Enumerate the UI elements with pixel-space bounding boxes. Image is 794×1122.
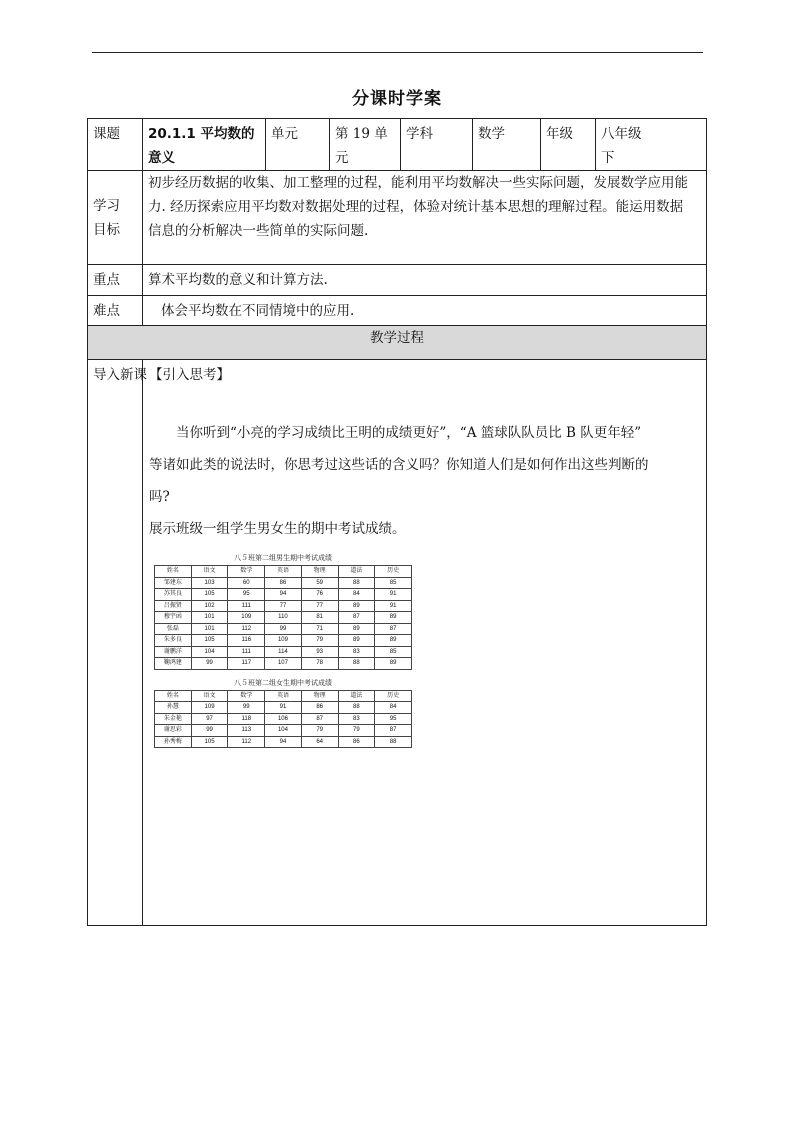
score-cell: 99 <box>191 725 228 737</box>
score-cell: 111 <box>228 646 265 658</box>
score-tables <box>154 553 701 748</box>
score-cell: 105 <box>191 635 228 647</box>
score-cell: 89 <box>338 635 375 647</box>
boys-table-caption: 八５班第二组男生期中考试成绩 <box>234 555 332 562</box>
girls-score-table <box>154 690 412 749</box>
difficulty-text: 体会平均数在不同情境中的应用. <box>143 296 707 326</box>
score-cell: 86 <box>301 702 338 714</box>
score-cell: 邹建东 <box>155 577 192 589</box>
score-cell: 104 <box>265 725 302 737</box>
grade-value-line2: 下 <box>601 150 615 166</box>
score-cell: 91 <box>375 589 412 601</box>
score-cell: 110 <box>265 612 302 624</box>
score-cell: 99 <box>191 658 228 670</box>
document-title: 分课时学案 <box>352 89 442 109</box>
score-cell: 朱多良 <box>155 635 192 647</box>
score-cell: 117 <box>228 658 265 670</box>
intro-paragraph-line2: 等诸如此类的说法时，你思考过这些话的含义吗？你知道人们是如何作出这些判断的 <box>149 457 649 473</box>
score-cell: 谢鹏洋 <box>155 646 192 658</box>
score-cell: 朱金艳 <box>155 713 192 725</box>
score-header-cell: 数学 <box>228 566 265 578</box>
score-cell: 93 <box>301 646 338 658</box>
lesson-plan-table <box>87 118 707 926</box>
score-cell: 79 <box>301 635 338 647</box>
intro-heading: 【引入思考】 <box>149 367 230 383</box>
score-cell: 102 <box>191 600 228 612</box>
unit-label: 单元 <box>266 119 330 171</box>
score-row <box>155 713 412 725</box>
info-row <box>88 119 707 171</box>
score-cell: 张磊 <box>155 623 192 635</box>
goals-line2: 力. 经历探索应用平均数对数据处理的过程，体验对统计基本思想的理解过程。能运用数据 <box>148 199 684 215</box>
intro-paragraph-line1: 当你听到“小亮的学习成绩比王明的成绩更好”，“A 篮球队队员比 B 队更年轻” <box>176 425 642 441</box>
score-row <box>155 612 412 624</box>
score-cell: 60 <box>228 577 265 589</box>
grade-label: 年级 <box>541 119 596 171</box>
score-header-cell: 物理 <box>301 566 338 578</box>
score-cell: 84 <box>375 702 412 714</box>
score-row <box>155 702 412 714</box>
goals-line1: 初步经历数据的收集、加工整理的过程，能利用平均数解决一些实际问题，发展数学应用能 <box>148 175 688 191</box>
grade-value-line1: 八年级 <box>601 126 642 142</box>
key-point-label: 重点 <box>88 265 143 296</box>
score-cell: 79 <box>338 725 375 737</box>
score-cell: 84 <box>338 589 375 601</box>
score-cell: 105 <box>191 589 228 601</box>
score-cell: 101 <box>191 612 228 624</box>
score-cell: 77 <box>301 600 338 612</box>
score-cell: 118 <box>228 713 265 725</box>
score-cell: 86 <box>265 577 302 589</box>
score-header-row <box>155 566 412 578</box>
score-cell: 孙秀梅 <box>155 736 192 748</box>
topic-value: 20.1.1 平均数的意义 <box>143 119 266 171</box>
goals-text <box>143 171 707 265</box>
process-header: 教学过程 <box>88 326 707 360</box>
score-row <box>155 658 412 670</box>
score-cell: 97 <box>191 713 228 725</box>
score-cell: 111 <box>228 600 265 612</box>
score-cell: 95 <box>228 589 265 601</box>
subject-value: 数学 <box>473 119 541 171</box>
score-cell: 101 <box>191 623 228 635</box>
score-cell: 孙慧 <box>155 702 192 714</box>
score-cell: 114 <box>265 646 302 658</box>
score-cell: 113 <box>228 725 265 737</box>
score-cell: 87 <box>375 623 412 635</box>
score-cell: 苏其良 <box>155 589 192 601</box>
score-header-cell: 道法 <box>338 690 375 702</box>
score-cell: 91 <box>375 600 412 612</box>
score-cell: 105 <box>191 736 228 748</box>
goals-line3: 信息的分析解决一些简单的实际问题. <box>148 223 369 239</box>
score-cell: 87 <box>375 725 412 737</box>
girls-score-block <box>154 678 412 749</box>
score-header-cell: 姓名 <box>155 566 192 578</box>
score-cell: 106 <box>265 713 302 725</box>
score-cell: 88 <box>338 658 375 670</box>
score-cell: 78 <box>301 658 338 670</box>
difficulty-row <box>88 296 707 326</box>
key-point-text: 算术平均数的意义和计算方法. <box>143 265 707 296</box>
intro-content <box>143 360 707 926</box>
score-cell: 99 <box>265 623 302 635</box>
score-cell: 86 <box>338 736 375 748</box>
unit-value-line2: 元 <box>335 150 349 166</box>
score-header-cell: 物理 <box>301 690 338 702</box>
score-cell: 吕振贤 <box>155 600 192 612</box>
score-cell: 83 <box>338 713 375 725</box>
score-cell: 71 <box>301 623 338 635</box>
boys-score-table <box>154 565 412 670</box>
score-cell: 鞠鸿建 <box>155 658 192 670</box>
header-rule <box>92 52 703 53</box>
score-cell: 109 <box>191 702 228 714</box>
score-cell: 103 <box>191 577 228 589</box>
score-cell: 85 <box>375 646 412 658</box>
score-cell: 76 <box>301 589 338 601</box>
score-header-cell: 英语 <box>265 690 302 702</box>
score-cell: 94 <box>265 589 302 601</box>
score-cell: 87 <box>301 713 338 725</box>
score-cell: 99 <box>228 702 265 714</box>
score-header-cell: 历史 <box>375 566 412 578</box>
score-cell: 104 <box>191 646 228 658</box>
score-cell: 89 <box>375 635 412 647</box>
score-cell: 89 <box>375 612 412 624</box>
grade-value <box>596 119 707 171</box>
score-cell: 116 <box>228 635 265 647</box>
process-header-row <box>88 326 707 360</box>
key-point-row <box>88 265 707 296</box>
score-header-row <box>155 690 412 702</box>
score-cell: 89 <box>338 600 375 612</box>
score-header-cell: 历史 <box>375 690 412 702</box>
score-cell: 91 <box>265 702 302 714</box>
score-cell: 112 <box>228 623 265 635</box>
score-cell: 112 <box>228 736 265 748</box>
girls-table-caption: 八５班第二组女生期中考试成绩 <box>234 679 332 687</box>
score-row <box>155 736 412 748</box>
score-row <box>155 635 412 647</box>
score-cell: 95 <box>375 713 412 725</box>
show-scores-text: 展示班级一组学生男女生的期中考试成绩。 <box>149 521 406 537</box>
intro-paragraph-line3: 吗? <box>149 489 170 505</box>
score-cell: 77 <box>265 600 302 612</box>
difficulty-label: 难点 <box>88 296 143 326</box>
score-row <box>155 623 412 635</box>
score-cell: 109 <box>265 635 302 647</box>
boys-score-block <box>154 553 412 670</box>
score-cell: 64 <box>301 736 338 748</box>
score-row <box>155 600 412 612</box>
score-row <box>155 589 412 601</box>
score-cell: 79 <box>301 725 338 737</box>
goals-label-line2: 目标 <box>93 221 120 238</box>
score-cell: 87 <box>338 612 375 624</box>
goals-row <box>88 171 707 265</box>
goals-label <box>88 171 143 265</box>
goals-label-line1: 学习 <box>93 197 120 214</box>
score-cell: 85 <box>375 577 412 589</box>
score-header-cell: 道法 <box>338 566 375 578</box>
unit-value-line1: 第 19 单 <box>335 126 388 142</box>
score-cell: 88 <box>375 736 412 748</box>
stage-label: 导入新课 <box>93 367 147 383</box>
score-cell: 94 <box>265 736 302 748</box>
score-header-cell: 语文 <box>191 690 228 702</box>
score-cell: 89 <box>338 623 375 635</box>
score-cell: 89 <box>375 658 412 670</box>
score-header-cell: 姓名 <box>155 690 192 702</box>
subject-label: 学科 <box>401 119 473 171</box>
score-cell: 谢思彩 <box>155 725 192 737</box>
score-cell: 83 <box>338 646 375 658</box>
score-header-cell: 数学 <box>228 690 265 702</box>
score-cell: 穆宇函 <box>155 612 192 624</box>
score-cell: 109 <box>228 612 265 624</box>
score-row <box>155 577 412 589</box>
score-cell: 107 <box>265 658 302 670</box>
score-header-cell: 语文 <box>191 566 228 578</box>
score-header-cell: 英语 <box>265 566 302 578</box>
score-cell: 81 <box>301 612 338 624</box>
score-row <box>155 725 412 737</box>
score-row <box>155 646 412 658</box>
intro-row <box>88 360 707 926</box>
score-cell: 88 <box>338 702 375 714</box>
score-cell: 59 <box>301 577 338 589</box>
score-cell: 88 <box>338 577 375 589</box>
stage-label-cell <box>88 360 147 926</box>
topic-label: 课题 <box>88 119 143 171</box>
unit-value <box>330 119 401 171</box>
